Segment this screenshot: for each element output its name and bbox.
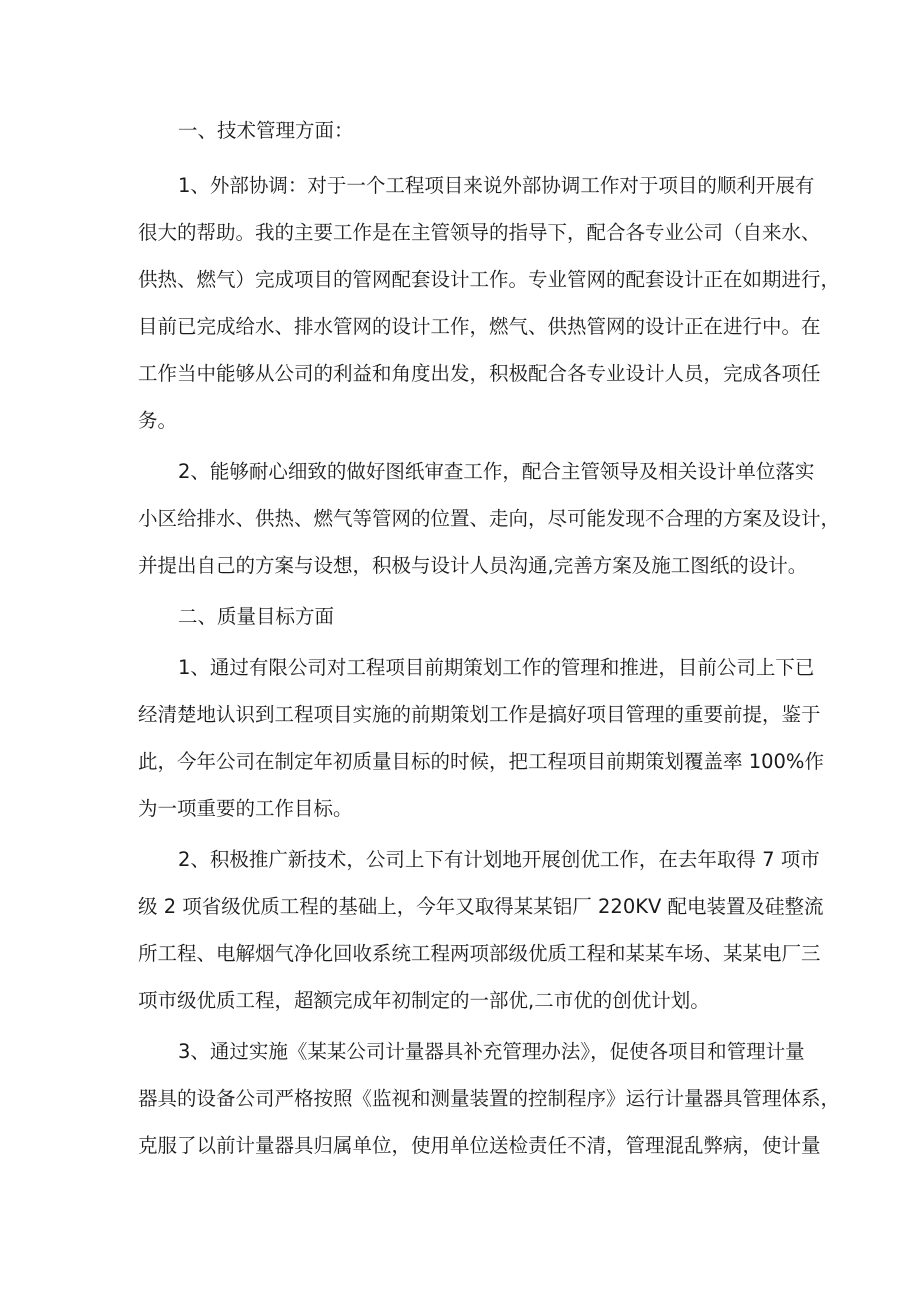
paragraph-line: 2、积极推广新技术，公司上下有计划地开展创优工作，在去年取得 7 项市 xyxy=(178,848,820,871)
paragraph-line: 器具的设备公司严格按照《监视和测量装置的控制程序》运行计量器具管理体系， xyxy=(138,1087,841,1110)
paragraph-line: 所工程、电解烟气净化回收系统工程两项部级优质工程和某某车场、某某电厂三 xyxy=(138,942,821,965)
paragraph-line: 务。 xyxy=(138,409,178,432)
paragraph-line: 克服了以前计量器具归属单位，使用单位送检责任不清，管理混乱弊病，使计量 xyxy=(138,1134,821,1157)
paragraph-line: 此，今年公司在制定年初质量目标的时候，把工程项目前期策划覆盖率 100%作 xyxy=(138,750,824,773)
paragraph-line: 1、外部协调：对于一个工程项目来说外部协调工作对于项目的顺利开展有 xyxy=(178,174,815,197)
section-heading-quality: 二、质量目标方面 xyxy=(178,605,335,628)
paragraph-line: 小区给排水、供热、燃气等管网的位置、走向，尽可能发现不合理的方案及设计， xyxy=(138,507,841,530)
paragraph-line: 并提出自己的方案与设想，积极与设计人员沟通,完善方案及施工图纸的设计。 xyxy=(138,554,808,577)
paragraph-line: 1、通过有限公司对工程项目前期策划工作的管理和推进，目前公司上下已 xyxy=(178,656,815,679)
paragraph-line: 供热、燃气）完成项目的管网配套设计工作。专业管网的配套设计正在如期进行， xyxy=(138,268,841,291)
paragraph-line: 工作当中能够从公司的利益和角度出发，积极配合各专业设计人员，完成各项任 xyxy=(138,362,821,385)
section-heading-technical: 一、技术管理方面： xyxy=(178,119,354,142)
paragraph-line: 很大的帮助。我的主要工作是在主管领导的指导下，配合各专业公司（自来水、 xyxy=(138,221,821,244)
paragraph-line: 目前已完成给水、排水管网的设计工作，燃气、供热管网的设计正在进行中。在 xyxy=(138,315,821,338)
paragraph-line: 3、通过实施《某某公司计量器具补充管理办法》，促使各项目和管理计量 xyxy=(178,1040,805,1063)
paragraph-line: 2、能够耐心细致的做好图纸审查工作，配合主管领导及相关设计单位落实 xyxy=(178,460,815,483)
paragraph-line: 项市级优质工程，超额完成年初制定的一部优,二市优的创优计划。 xyxy=(138,989,710,1012)
paragraph-line: 经清楚地认识到工程项目实施的前期策划工作是搞好项目管理的重要前提，鉴于 xyxy=(138,703,821,726)
paragraph-line: 级 2 项省级优质工程的基础上，今年又取得某某铝厂 220KV 配电装置及硅整流 xyxy=(138,895,824,918)
paragraph-line: 为一项重要的工作目标。 xyxy=(138,797,353,820)
